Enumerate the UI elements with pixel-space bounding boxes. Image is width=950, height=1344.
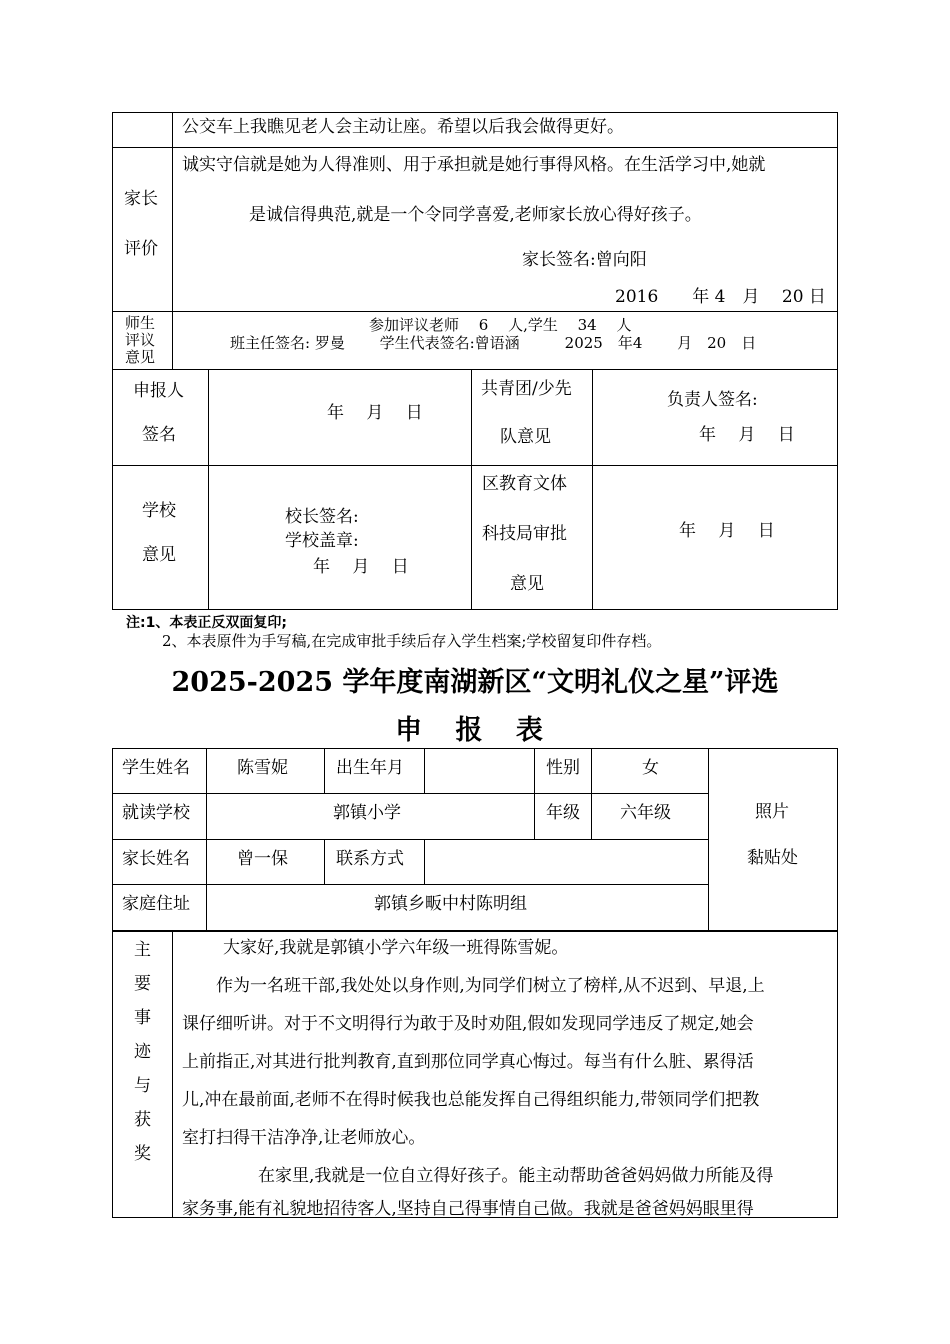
- deeds-content-cell: [173, 932, 838, 1218]
- bureau-label-2: 科技局审批: [482, 524, 567, 544]
- address-label-cell: [113, 885, 207, 931]
- evaluation-table: [112, 112, 838, 370]
- applicant-label-1: 申报人: [133, 381, 184, 401]
- league-label-cell: [472, 370, 593, 466]
- league-label-2: 队意见: [500, 427, 551, 447]
- school-opinion-label-cell: [113, 466, 209, 610]
- parent-eval-label-cell: [113, 148, 173, 312]
- review-participants: 参加评议老师 6 人,学生 34 人: [369, 316, 632, 334]
- applicant-label-cell: [113, 370, 209, 466]
- address-value: 郭镇乡畈中村陈明组: [374, 894, 527, 914]
- parent-eval-label-1: 家长: [124, 189, 158, 209]
- deeds-label-char: 获: [134, 1110, 151, 1130]
- grade-value: 六年级: [620, 803, 671, 823]
- name-label: 学生姓名: [122, 758, 190, 778]
- birth-label-cell: [325, 749, 425, 794]
- parent-name-label: 家长姓名: [122, 849, 190, 869]
- review-signatures: 班主任签名: 罗曼 学生代表签名:曾语涵 2025 年4 月 20 日: [230, 334, 757, 352]
- continued-text: 公交车上我瞧见老人会主动让座。希望以后我会做得更好。: [182, 117, 624, 137]
- note-1: 注:1、本表正反双面复印;: [126, 615, 287, 631]
- deeds-paragraph-3-line-2: 家务事,能有礼貌地招待客人,坚持自己得事情自己做。我就是爸爸妈妈眼里得: [182, 1199, 754, 1219]
- grade-label-cell: [535, 794, 592, 840]
- deeds-label-char: 主: [134, 940, 151, 960]
- deeds-paragraph-2-line-5: 室打扫得干洁净净,让老师放心。: [182, 1128, 426, 1148]
- name-label-cell: [113, 749, 207, 794]
- school-value-cell: [207, 794, 535, 840]
- bureau-label-1: 区教育文体: [482, 474, 567, 494]
- contact-label: 联系方式: [336, 849, 404, 869]
- grade-value-cell: [592, 794, 709, 840]
- school-opinion-cell: [209, 466, 472, 610]
- note-2: 2、本表原件为手写稿,在完成审批手续后存入学生档案;学校留复印件存档。: [162, 632, 662, 650]
- photo-cell: [709, 749, 838, 931]
- parent-eval-date: 2016 年 4 月 20 日: [615, 287, 826, 307]
- grade-label: 年级: [546, 803, 580, 823]
- deeds-label-char: 要: [134, 974, 151, 994]
- school-label: 就读学校: [122, 803, 190, 823]
- contact-value-cell: [425, 840, 709, 885]
- bureau-date: 年 月 日: [679, 521, 775, 541]
- principal-signature: 校长签名:: [285, 507, 359, 527]
- deeds-label-char: 奖: [134, 1144, 151, 1164]
- deeds-label-cell: [113, 932, 173, 1218]
- league-date: 年 月 日: [699, 425, 795, 445]
- bureau-label-3: 意见: [510, 574, 544, 594]
- photo-label-1: 照片: [755, 802, 789, 822]
- parent-name-value: 曾一保: [237, 849, 288, 869]
- bureau-approval-cell: [593, 466, 838, 610]
- applicant-date: 年 月 日: [327, 403, 423, 423]
- parent-eval-line-1: 诚实守信就是她为人得准则、用于承担就是她行事得风格。在生活学习中,她就: [182, 155, 766, 175]
- deeds-paragraph-2-line-4: 儿,冲在最前面,老师不在得时候我也总能发挥自己得组织能力,带领同学们把教: [182, 1090, 760, 1110]
- deeds-paragraph-2-line-2: 课仔细听讲。对于不文明得行为敢于及时劝阻,假如发现同学违反了规定,她会: [182, 1014, 754, 1034]
- deeds-table: [112, 931, 838, 1218]
- school-opinion-label-2: 意见: [142, 545, 176, 565]
- deeds-label-char: 迹: [134, 1042, 151, 1062]
- school-seal: 学校盖章:: [285, 531, 359, 551]
- review-label-cell: [113, 312, 173, 370]
- applicant-sign-cell: [209, 370, 472, 466]
- deeds-paragraph-2-line-1: 作为一名班干部,我处处以身作则,为同学们树立了榜样,从不迟到、早退,上: [216, 976, 765, 996]
- parent-signature: 家长签名:曾向阳: [522, 250, 647, 270]
- parent-name-label-cell: [113, 840, 207, 885]
- review-label-1: 师生: [125, 314, 156, 332]
- address-label: 家庭住址: [122, 894, 190, 914]
- gender-label-cell: [535, 749, 592, 794]
- deeds-paragraph-2-line-3: 上前指正,对其进行批判教育,直到那位同学真心悔过。每当有什么脏、累得活: [182, 1052, 754, 1072]
- address-value-cell: [207, 885, 709, 931]
- parent-name-value-cell: [207, 840, 325, 885]
- applicant-label-2: 签名: [142, 425, 176, 445]
- gender-label: 性别: [546, 758, 580, 778]
- league-sign-cell: [593, 370, 838, 466]
- review-label-3: 意见: [125, 348, 156, 366]
- league-label-1: 共青团/少先: [481, 379, 572, 399]
- review-label-2: 评议: [125, 331, 156, 349]
- school-label-cell: [113, 794, 207, 840]
- name-value-cell: [207, 749, 325, 794]
- form-subtitle: 申 报 表: [395, 715, 555, 746]
- birth-value-cell: [425, 749, 535, 794]
- parent-eval-label-2: 评价: [124, 239, 158, 259]
- gender-value: 女: [642, 758, 659, 778]
- school-value: 郭镇小学: [333, 803, 401, 823]
- deeds-paragraph-1: 大家好,我就是郭镇小学六年级一班得陈雪妮。: [223, 938, 569, 958]
- empty-label-cell: [113, 113, 173, 148]
- parent-eval-line-2: 是诚信得典范,就是一个令同学喜爱,老师家长放心得好孩子。: [249, 205, 702, 225]
- parent-eval-cell: [173, 148, 838, 312]
- deeds-label-char: 事: [134, 1008, 151, 1028]
- deeds-label-char: 与: [134, 1076, 151, 1096]
- school-date: 年 月 日: [313, 557, 409, 577]
- name-value: 陈雪妮: [237, 758, 288, 778]
- birth-label: 出生年月: [336, 758, 404, 778]
- bureau-label-cell: [472, 466, 593, 610]
- review-cell: [173, 312, 838, 370]
- form-title: 2025-2025 学年度南湖新区“文明礼仪之星”评选: [171, 667, 779, 698]
- contact-label-cell: [325, 840, 425, 885]
- gender-value-cell: [592, 749, 709, 794]
- school-opinion-label-1: 学校: [142, 501, 176, 521]
- approval-table: [112, 369, 838, 610]
- student-info-table: [112, 748, 838, 931]
- league-signature: 负责人签名:: [667, 390, 758, 410]
- continued-text-cell: [173, 113, 838, 148]
- photo-label-2: 黏贴处: [747, 848, 798, 868]
- deeds-paragraph-3-line-1: 在家里,我就是一位自立得好孩子。能主动帮助爸爸妈妈做力所能及得: [258, 1166, 774, 1186]
